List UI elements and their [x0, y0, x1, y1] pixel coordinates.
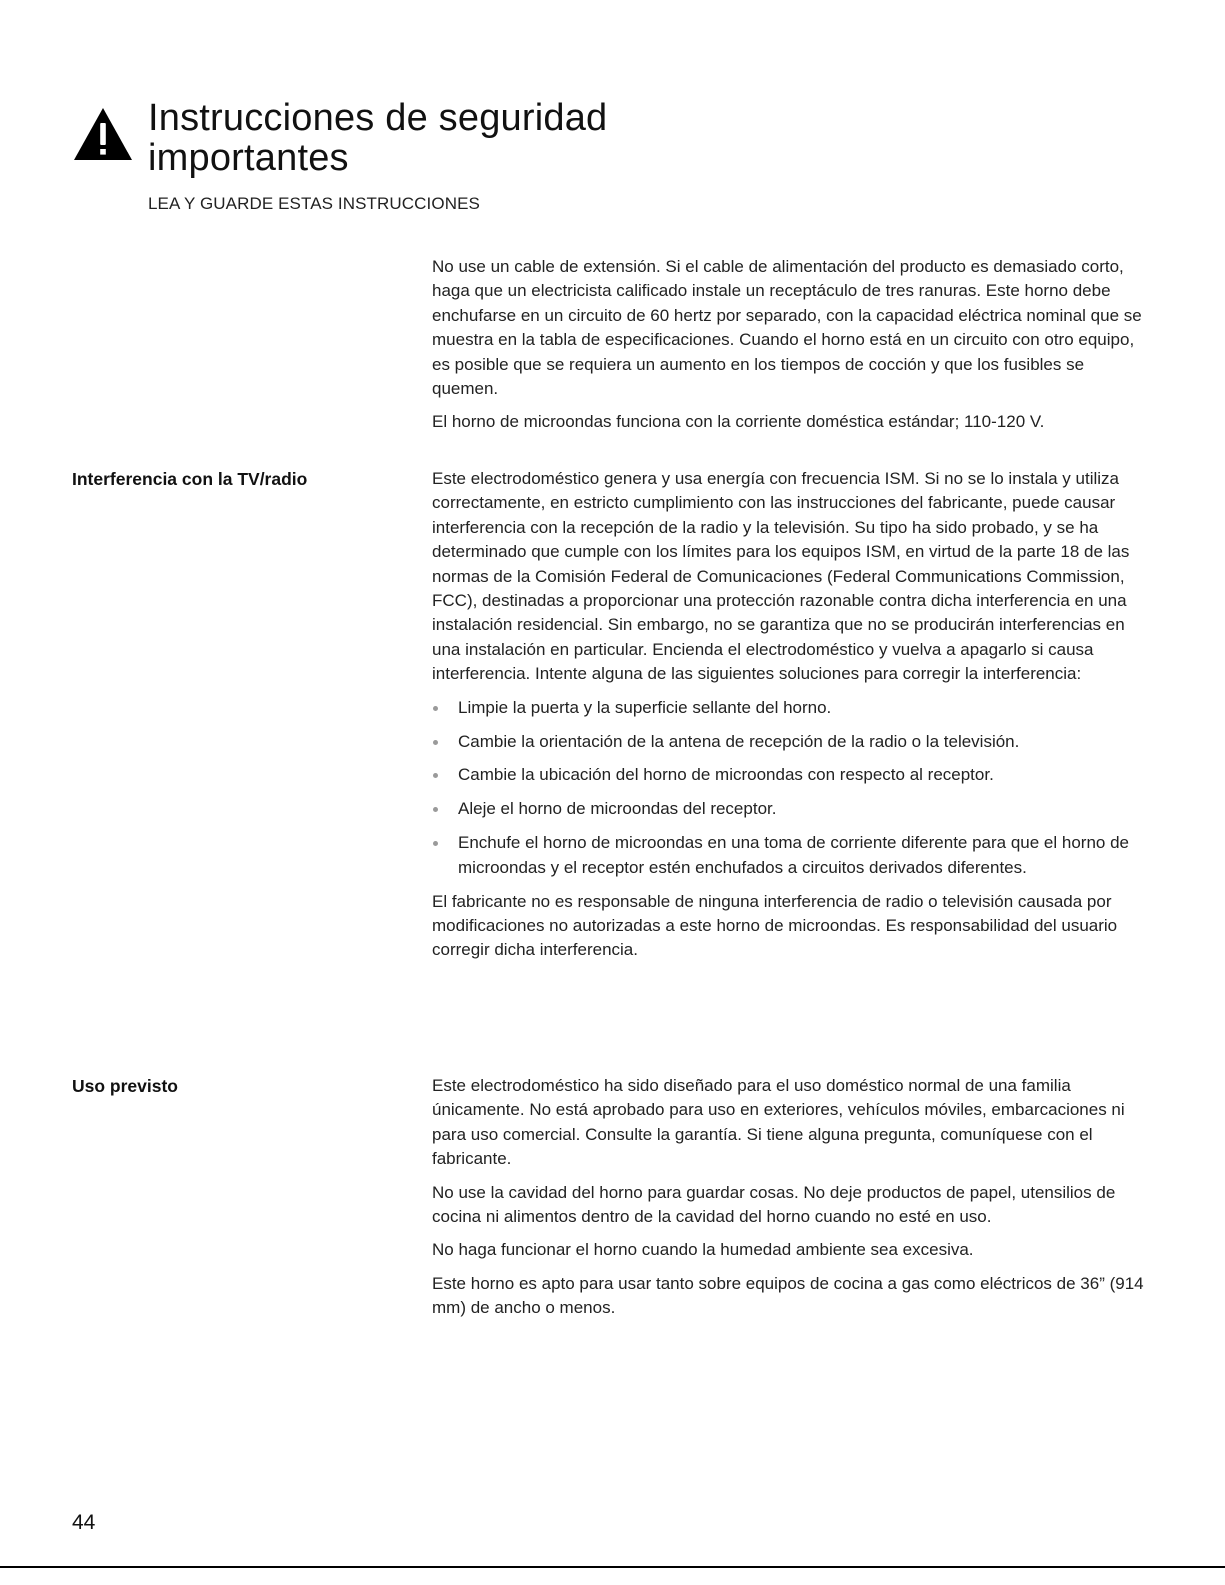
paragraph: No use la cavidad del horno para guardar cosas. No deje productos de papel, utensilios de cocina ni alimentos dentro de la cavidad del horno cuando no esté en uso.: [432, 1182, 1116, 1227]
page-number: 44: [72, 1511, 96, 1534]
warning-triangle-icon: [72, 106, 134, 162]
paragraph: No haga funcionar el horno cuando la humedad ambiente sea excesiva.: [432, 1240, 974, 1260]
section-body-power: [432, 255, 1148, 444]
section-body-intended-use: [432, 1074, 1148, 1330]
page-title: Instrucciones de seguridad importantes: [148, 97, 608, 179]
page-subtitle: LEA Y GUARDE ESTAS INSTRUCCIONES: [148, 194, 480, 213]
bullet-icon: [433, 706, 438, 711]
bullet-icon: [433, 807, 438, 812]
list-item-text: Enchufe el horno de microondas en una toma de corriente diferente para que el horno de microondas y el receptor estén enchufados a circuitos derivados diferentes.: [458, 833, 1130, 877]
list-item: [432, 831, 1148, 880]
bottom-rule: [0, 1566, 1225, 1568]
bullet-icon: [433, 773, 438, 778]
paragraph: El fabricante no es responsable de ninguna interferencia de radio o televisión causada por modificaciones no autorizadas a este horno de microondas. Es responsabilidad del usuario corregir dicha interferencia.: [432, 891, 1118, 960]
paragraph: El horno de microondas funciona con la corriente doméstica estándar; 110-120 V.: [432, 412, 1045, 432]
list-item: [432, 797, 1148, 821]
bullet-icon: [433, 841, 438, 846]
list-item-text: Limpie la puerta y la superficie sellante del horno.: [458, 697, 832, 717]
paragraph: No use un cable de extensión. Si el cable de alimentación del producto es demasiado corto, haga que un electricista calificado instale un receptáculo de tres ranuras. Este horno debe enchufarse en un circuito de 60 hertz por separado, con la capacidad eléctrica nominal que se muestra en la tabla de especificaciones. Cuando el horno está en un circuito con otro equipo, es posible que se requiera un aumento en los tiempos de cocción y que los fusibles se quemen.: [432, 257, 1142, 399]
paragraph: Este electrodoméstico ha sido diseñado para el uso doméstico normal de una familia únicamente. No está aprobado para uso en exteriores, vehículos móviles, embarcaciones ni para uso comercial. Consulte la garantía. Si tiene alguna pregunta, comuníquese con el fabricante.: [432, 1076, 1125, 1169]
list-item: [432, 730, 1148, 754]
section-label-intended-use: Uso previsto: [72, 1076, 178, 1096]
list-item: [432, 696, 1148, 720]
list-item-text: Cambie la orientación de la antena de recepción de la radio o la televisión.: [458, 731, 1020, 751]
section-body-interference: [432, 467, 1148, 972]
paragraph: Este horno es apto para usar tanto sobre equipos de cocina a gas como eléctricos de 36” (914 mm) de ancho o menos.: [432, 1273, 1144, 1318]
section-label-interference: Interferencia con la TV/radio: [72, 469, 308, 489]
bullet-list: [432, 696, 1148, 880]
list-item-text: Aleje el horno de microondas del receptor.: [458, 799, 777, 819]
bullet-icon: [433, 740, 438, 745]
list-item-text: Cambie la ubicación del horno de microondas con respecto al receptor.: [458, 765, 994, 785]
list-item: [432, 763, 1148, 787]
paragraph: Este electrodoméstico genera y usa energía con frecuencia ISM. Si no se lo instala y utiliza correctamente, en estricto cumplimiento con las instrucciones del fabricante, puede causar interferencia con la recepción de la radio y la televisión. Su tipo ha sido probado, y se ha determinado que cumple con los límites para los equipos ISM, en virtud de la parte 18 de las normas de la Comisión Federal de Comunicaciones (Federal Communications Commission, FCC), destinadas a proporcionar una protección razonable contra dicha interferencia en una instalación residencial. Sin embargo, no se garantiza que no se producirán interferencias en una instalación en particular. Encienda el electrodoméstico y vuelva a apagarlo si causa interferencia. Intente alguna de las siguientes soluciones para corregir la interferencia:: [432, 469, 1130, 684]
